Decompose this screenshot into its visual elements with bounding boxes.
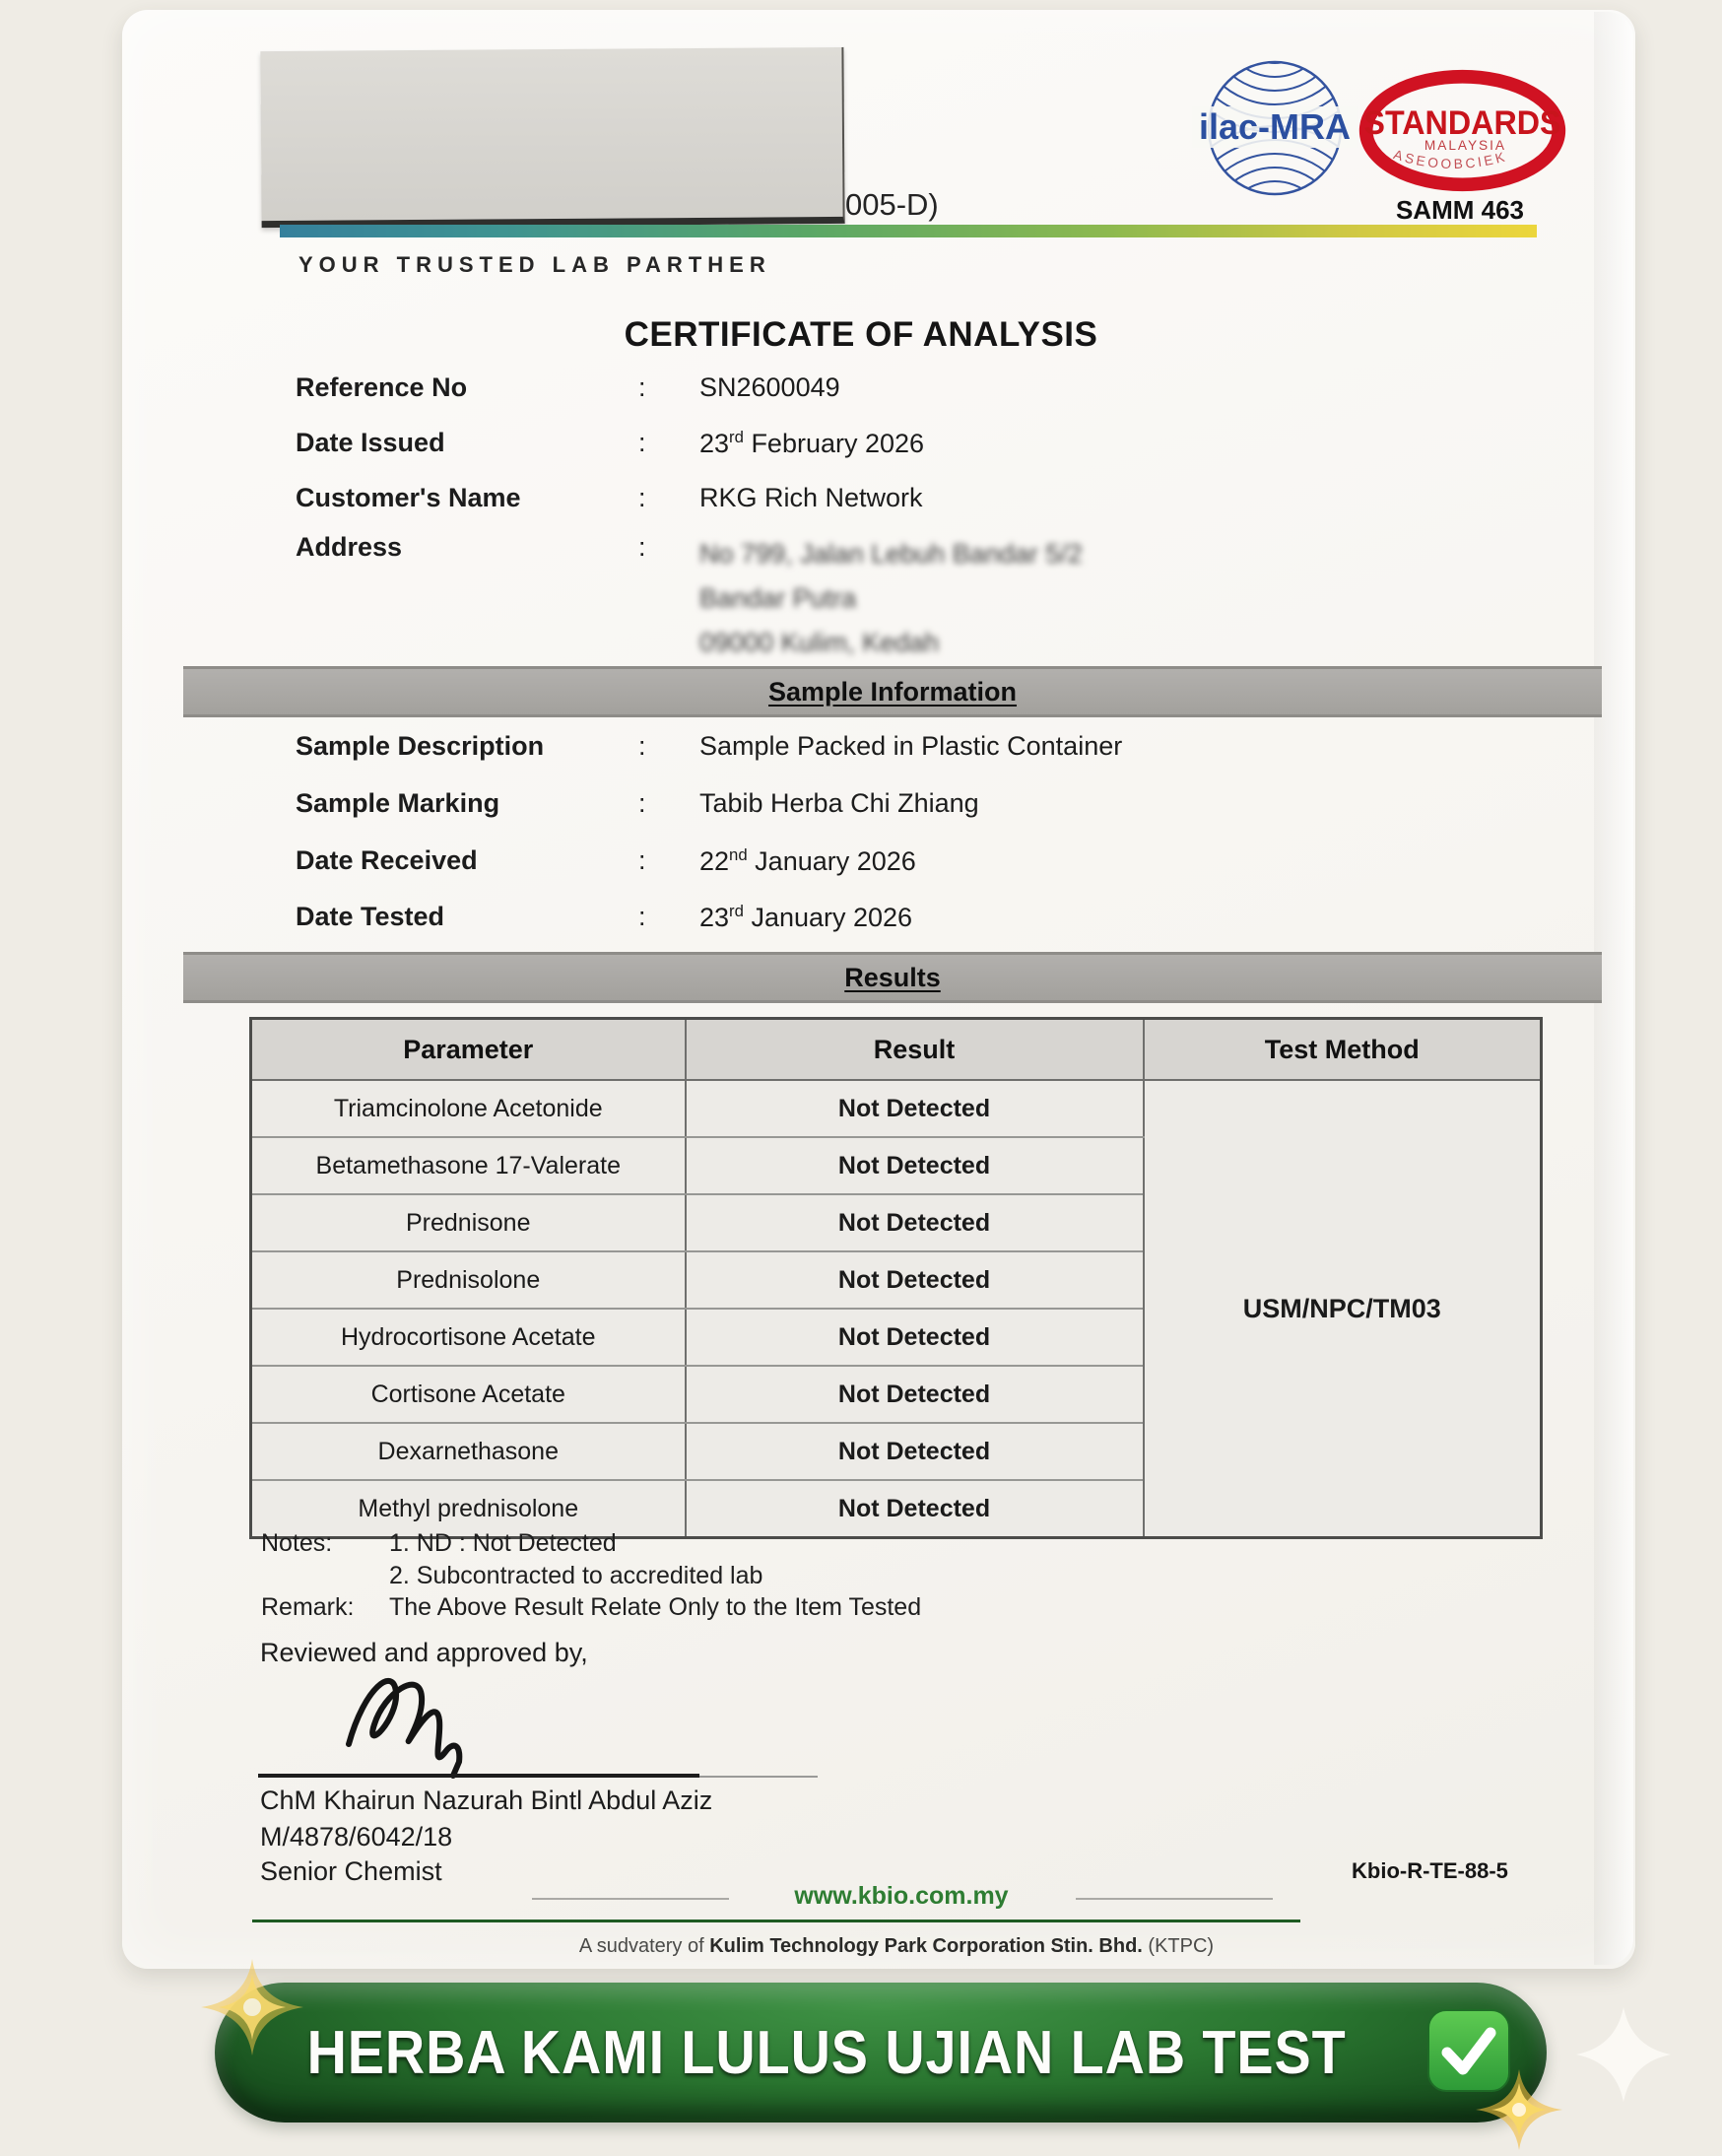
sample-marking-row: Sample Marking : Tabib Herba Chi Zhiang bbox=[296, 788, 979, 818]
note-item-1: 1. ND : Not Detected bbox=[389, 1529, 617, 1557]
table-row: Cortisone Acetate Not Detected bbox=[251, 1366, 1542, 1423]
date-received-value: 22nd January 2026 bbox=[699, 845, 916, 876]
note-item-2: 2. Subcontracted to accredited lab bbox=[389, 1562, 763, 1589]
notes-label: Notes: bbox=[261, 1529, 333, 1557]
lab-tagline: YOUR TRUSTED LAB PARTHER bbox=[298, 252, 771, 277]
results-table bbox=[249, 1017, 1543, 1539]
sparkle-icon-gold-topleft bbox=[193, 1953, 311, 2066]
certificate-title: CERTIFICATE OF ANALYSIS bbox=[624, 315, 1098, 354]
document-code: Kbio-R-TE-88-5 bbox=[1352, 1858, 1508, 1883]
sample-description-row: Sample Description : Sample Packed in Plastic Container bbox=[296, 731, 1123, 761]
date-tested-value: 23rd January 2026 bbox=[699, 902, 913, 932]
customer-name-label: Customer's Name bbox=[296, 483, 521, 512]
standards-logo-subtext: MALAYSIA bbox=[1424, 138, 1506, 154]
signature-icon bbox=[335, 1659, 562, 1785]
customer-name-row: Customer's Name : RKG Rich Network bbox=[296, 483, 923, 512]
banner-text: HERBA KAMI LULUS UJIAN LAB TEST bbox=[306, 2018, 1347, 2087]
address-value-blurred: No 799, Jalan Lebuh Bandar 5/2 Bandar Putra 09000 Kulim, Kedah bbox=[699, 539, 1083, 657]
reference-no-row: Reference No : SN2600049 bbox=[296, 372, 840, 402]
reference-no-label: Reference No bbox=[296, 372, 468, 402]
remark-label: Remark: bbox=[261, 1593, 355, 1621]
test-method-value: USM/NPC/TM03 bbox=[1144, 1080, 1542, 1538]
table-row: Triamcinolone Acetonide Not Detected USM/NPC/TM03 bbox=[251, 1080, 1542, 1137]
approval-intro: Reviewed and approved by, bbox=[260, 1638, 588, 1667]
subsidiary-line: A sudvatery of Kulim Technology Park Corporation Stin. Bhd. (KTPC) bbox=[578, 1935, 1215, 1957]
signature-line bbox=[258, 1774, 699, 1778]
footer-rule bbox=[252, 1920, 1300, 1922]
redacted-logo-box bbox=[260, 47, 844, 228]
sparkle-icon-gold-bottomright bbox=[1470, 2065, 1568, 2156]
table-row: Dexarnethasone Not Detected bbox=[251, 1423, 1542, 1480]
sample-marking-value: Tabib Herba Chi Zhiang bbox=[699, 788, 979, 818]
customer-name-value: RKG Rich Network bbox=[699, 483, 923, 512]
signature-line-extension bbox=[699, 1776, 818, 1778]
table-row: Prednisone Not Detected bbox=[251, 1194, 1542, 1251]
remark-text: The Above Result Relate Only to the Item Tested bbox=[389, 1593, 922, 1621]
standards-logo-text: STANDARDS bbox=[1363, 104, 1561, 143]
approver-registration: M/4878/6042/18 bbox=[260, 1822, 453, 1852]
date-received-row: Date Received : 22nd January 2026 bbox=[296, 845, 916, 876]
date-issued-value: 23rd February 2026 bbox=[699, 428, 925, 458]
results-heading: Results bbox=[844, 962, 941, 992]
col-header-test-method: Test Method bbox=[1144, 1019, 1542, 1081]
brand-gradient-bar bbox=[280, 225, 1537, 237]
standards-malaysia-logo-icon bbox=[1352, 63, 1573, 206]
approver-position: Senior Chemist bbox=[260, 1856, 442, 1886]
ilac-mra-logo-icon bbox=[1190, 55, 1359, 210]
reference-no-value: SN2600049 bbox=[699, 372, 840, 402]
lab-test-banner bbox=[215, 1983, 1547, 2122]
address-row: Address : No 799, Jalan Lebuh Bandar 5/2 Bandar Putra 09000 Kulim, Kedah bbox=[296, 532, 1576, 665]
date-issued-row: Date Issued : 23rd February 2026 bbox=[296, 428, 925, 458]
col-header-result: Result bbox=[686, 1019, 1144, 1081]
website-divider-left bbox=[532, 1898, 729, 1900]
results-bar bbox=[183, 952, 1602, 1003]
approver-name: ChM Khairun Nazurah Bintl Abdul Aziz bbox=[260, 1785, 713, 1815]
registration-number-partial: 005-D) bbox=[845, 187, 939, 222]
address-label: Address bbox=[296, 532, 403, 562]
date-issued-label: Date Issued bbox=[296, 428, 445, 457]
standards-logo-arc-text: ASEOOBCIEK bbox=[1391, 147, 1509, 172]
results-table-header-row bbox=[251, 1019, 1542, 1081]
sample-information-heading: Sample Information bbox=[767, 676, 1018, 707]
table-row: Betamethasone 17-Valerate Not Detected bbox=[251, 1137, 1542, 1194]
sample-information-bar bbox=[183, 666, 1602, 717]
website-divider-right bbox=[1076, 1898, 1273, 1900]
sparkle-icon-white-diamond bbox=[1574, 2005, 1673, 2109]
table-row: Prednisolone Not Detected bbox=[251, 1251, 1542, 1309]
website-url: www.kbio.com.my bbox=[794, 1882, 1009, 1910]
samm-accreditation-number: SAMM 463 bbox=[1395, 195, 1525, 225]
table-row: Hydrocortisone Acetate Not Detected bbox=[251, 1309, 1542, 1366]
date-tested-row: Date Tested : 23rd January 2026 bbox=[296, 902, 913, 932]
col-header-parameter: Parameter bbox=[251, 1019, 686, 1081]
table-row: Methyl prednisolone Not Detected bbox=[251, 1480, 1542, 1538]
ilac-logo-text: ilac-MRA bbox=[1198, 106, 1352, 147]
sample-description-value: Sample Packed in Plastic Container bbox=[699, 731, 1123, 761]
